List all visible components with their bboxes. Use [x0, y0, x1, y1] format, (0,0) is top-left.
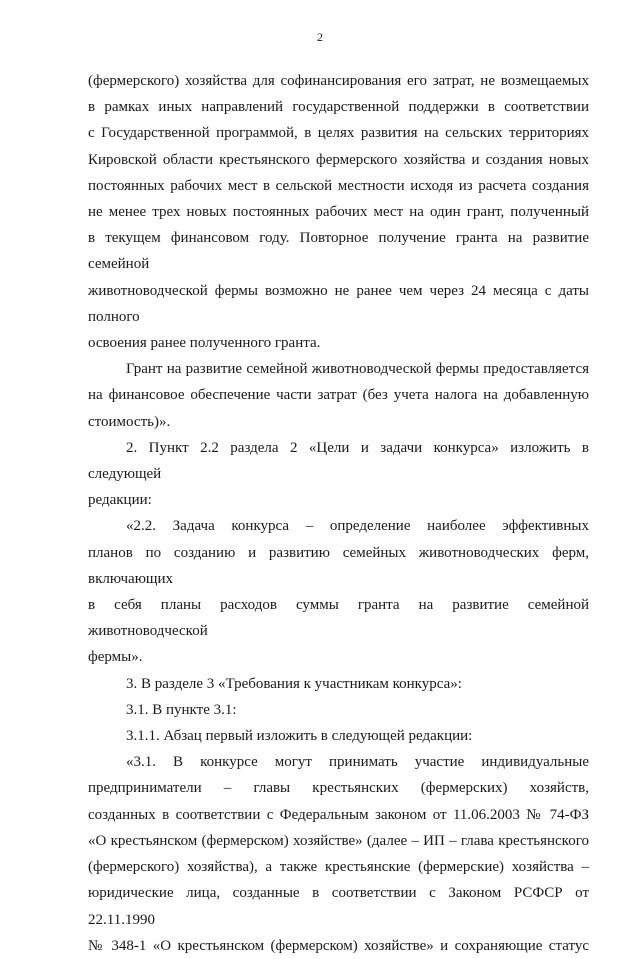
text-line: редакции: — [88, 492, 152, 509]
text-line: (фермерского) хозяйства), а также крестьянские (фермерские) хозяйства – — [88, 859, 589, 876]
text-line: животноводческой фермы возможно не ранее чем через 24 месяца с даты полного — [88, 282, 589, 325]
text-line: «3.1. В конкурсе могут принимать участие индивидуальные — [126, 754, 589, 771]
text-line: предприниматели – главы крестьянских (фермерских) хозяйств, — [88, 780, 589, 797]
text-line: в рамках иных направлений государственной поддержки в соответствии — [88, 99, 589, 116]
page-number: 2 — [317, 30, 323, 44]
text-line: в себя планы расходов суммы гранта на развитие семейной животноводческой — [88, 597, 589, 640]
text-line: созданных в соответствии с Федеральным законом от 11.06.2003 № 74-ФЗ — [88, 806, 589, 823]
text-line: постоянных рабочих мест в сельской местности исходя из расчета создания — [88, 177, 589, 194]
text-line: в текущем финансовом году. Повторное получение гранта на развитие семейной — [88, 230, 589, 273]
text-line: 2. Пункт 2.2 раздела 2 «Цели и задачи конкурса» изложить в следующей — [88, 439, 589, 483]
text-line: 3.1. В пункте 3.1: — [126, 701, 237, 718]
text-line: освоения ранее полученного гранта. — [88, 335, 321, 352]
text-line: «О крестьянском (фермерском) хозяйстве» (далее – ИП – глава крестьянского — [88, 832, 589, 849]
text-line: № 348-1 «О крестьянском (фермерском) хозяйстве» и сохраняющие статус — [88, 937, 589, 954]
text-line: 3.1.1. Абзац первый изложить в следующей редакции: — [126, 728, 473, 745]
text-line: фермы». — [88, 649, 143, 666]
text-line: стоимость)». — [88, 413, 171, 430]
text-line: «2.2. Задача конкурса – определение наиболее эффективных — [126, 518, 589, 535]
text-line: планов по созданию и развитию семейных животноводческих ферм, включающих — [88, 544, 589, 587]
text-line: Кировской области крестьянского фермерского хозяйства и создания новых — [88, 151, 589, 168]
text-line: с Государственной программой, в целях развития на сельских территориях — [88, 125, 589, 142]
text-line: (фермерского) хозяйства для софинансирования его затрат, не возмещаемых — [88, 73, 589, 89]
text-line: юридические лица, созданные в соответствии с Законом РСФСР от 22.11.1990 — [88, 885, 589, 928]
text-line: Грант на развитие семейной животноводческой фермы предоставляется — [126, 361, 589, 378]
text-line: 3. В разделе 3 «Требования к участникам конкурса»: — [126, 675, 462, 692]
text-line: на финансовое обеспечение части затрат (без учета налога на добавленную — [88, 387, 589, 404]
document-body — [88, 68, 589, 959]
text-line: не менее трех новых постоянных рабочих мест на один грант, полученный — [88, 204, 589, 221]
